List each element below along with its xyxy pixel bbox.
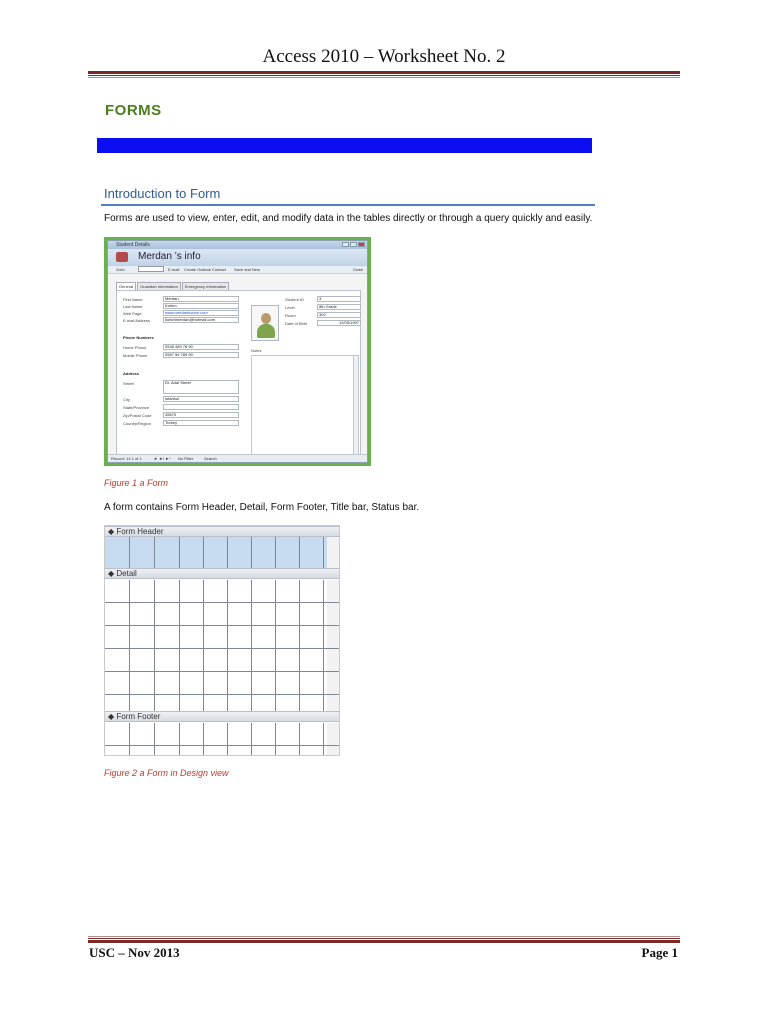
address-heading: Address xyxy=(123,371,140,376)
grid-hline xyxy=(105,602,340,603)
search-box: Search xyxy=(204,456,217,461)
section-marker-icon: ◆ xyxy=(108,569,117,578)
intro-rule xyxy=(101,204,595,206)
form-header-label: Form Header xyxy=(116,527,164,536)
form-header-grid xyxy=(105,537,340,569)
field-label: State/Province xyxy=(123,405,150,410)
grid-margin xyxy=(327,580,340,711)
figure-2-design-view xyxy=(104,525,340,756)
grid-vline xyxy=(129,723,130,756)
tab-guardian: Guardian Information xyxy=(137,282,181,290)
figure-1-caption: Figure 1 a Form xyxy=(104,478,169,488)
field-label: Street xyxy=(123,381,134,386)
grid-vline xyxy=(299,723,300,756)
toolbar-save-new: Save and New xyxy=(234,267,261,272)
grid-hline xyxy=(105,671,340,672)
field-label: Country/Region xyxy=(123,421,151,426)
notes-label: Notes xyxy=(251,348,262,353)
field-label: City xyxy=(123,397,130,402)
field-value: Merdan xyxy=(163,296,239,302)
grid-vline xyxy=(227,537,228,568)
grid-hline xyxy=(105,648,340,649)
record-position: Record: 14 1 of 1 xyxy=(111,456,142,461)
student-photo xyxy=(251,305,279,341)
grid-vline xyxy=(227,580,228,711)
tab-emergency: Emergency Information xyxy=(182,282,229,290)
field-label: First Name xyxy=(123,297,143,302)
notes-scrollbar xyxy=(353,356,358,454)
intro-heading: Introduction to Form xyxy=(104,186,221,201)
field-value: Dr. Adal Street xyxy=(163,380,239,394)
grid-vline xyxy=(154,537,155,568)
field-label: E-mail Address xyxy=(123,318,150,323)
window-controls xyxy=(342,242,365,247)
figure-2-caption: Figure 2 a Form in Design view xyxy=(104,768,229,778)
grid-vline xyxy=(179,580,180,711)
page-header-title: Access 2010 – Worksheet No. 2 xyxy=(262,46,506,67)
form-logo-icon xyxy=(116,252,128,262)
field-label: Mobile Phone xyxy=(123,353,148,358)
grid-vline xyxy=(227,723,228,756)
grid-margin xyxy=(327,723,340,756)
grid-vline xyxy=(179,537,180,568)
field-value: 8th Grade xyxy=(317,304,361,310)
field-value: Korkm xyxy=(163,303,239,309)
maximize-icon xyxy=(350,242,357,247)
form-footer-label: Form Footer xyxy=(116,712,161,721)
field-label: Last Name xyxy=(123,304,143,309)
form-banner xyxy=(108,249,367,265)
field-label: Level xyxy=(285,305,295,310)
phone-heading: Phone Numbers xyxy=(123,335,154,340)
grid-vline xyxy=(323,580,324,711)
form-window xyxy=(107,240,368,463)
grid-vline xyxy=(275,537,276,568)
field-label: Room xyxy=(285,313,296,318)
grid-vline xyxy=(154,723,155,756)
notes-field xyxy=(251,355,359,455)
figure-1-form-screenshot xyxy=(104,237,371,466)
footer-page-number: Page 1 xyxy=(641,945,678,960)
intro-paragraph: Forms are used to view, enter, edit, and modify data in the tables directly or through a query quickly and easily. xyxy=(104,213,593,224)
field-value: 12/05/1997 xyxy=(317,320,361,326)
form-tabs xyxy=(116,282,230,290)
field-value: 302 xyxy=(317,312,361,318)
field-value: korkmmerdan@hotmail.com xyxy=(163,317,239,323)
footer-left: USC – Nov 2013 xyxy=(89,945,180,960)
record-nav-buttons: ► ►I ►* xyxy=(154,456,171,461)
section-marker-icon: ◆ xyxy=(108,527,117,536)
grid-vline xyxy=(154,580,155,711)
form-footer-bar xyxy=(105,711,340,722)
section-title: FORMS xyxy=(105,102,162,119)
toolbar-goto: Goto xyxy=(116,267,125,272)
field-value: Turkey xyxy=(163,420,239,426)
grid-vline xyxy=(275,723,276,756)
field-value: 45670 xyxy=(163,412,239,418)
grid-vline xyxy=(275,580,276,711)
form-toolbar xyxy=(108,265,367,274)
grid-vline xyxy=(323,723,324,756)
section-marker-icon: ◆ xyxy=(108,712,117,721)
avatar-head xyxy=(261,313,271,324)
grid-vline xyxy=(129,537,130,568)
detail-label: Detail xyxy=(116,569,137,578)
tab-general: General xyxy=(116,282,136,290)
field-label: Student ID xyxy=(285,297,304,302)
field-value: 0567 56 789 90 xyxy=(163,352,239,358)
field-label: Zip/Postal Code xyxy=(123,413,152,418)
banner-title: Merdan ’s info xyxy=(138,251,201,262)
detail-bar xyxy=(105,568,340,579)
grid-vline xyxy=(323,537,324,568)
field-value xyxy=(163,404,239,410)
section-blue-bar xyxy=(97,138,592,153)
close-icon xyxy=(358,242,365,247)
grid-vline xyxy=(251,580,252,711)
paragraph-form-parts: A form contains Form Header, Detail, Form Footer, Title bar, Status bar. xyxy=(104,502,420,513)
avatar-body xyxy=(257,324,275,338)
window-title-bar xyxy=(108,241,367,249)
field-value: 3 xyxy=(317,296,361,302)
field-label: Date of Birth xyxy=(285,321,308,326)
field-value: 0548 489 78 90 xyxy=(163,344,239,350)
field-value: www.merdankorkm.com xyxy=(163,310,239,316)
grid-hline xyxy=(105,625,340,626)
grid-vline xyxy=(203,723,204,756)
minimize-icon xyxy=(342,242,349,247)
grid-vline xyxy=(129,580,130,711)
header-rule xyxy=(88,71,680,78)
grid-hline xyxy=(105,745,340,746)
grid-vline xyxy=(203,537,204,568)
grid-vline xyxy=(299,537,300,568)
toolbar-email: E-mail xyxy=(168,267,180,272)
toolbar-close: Close xyxy=(352,267,363,272)
form-header-bar xyxy=(105,526,340,537)
grid-vline xyxy=(251,537,252,568)
field-value: Istanbul xyxy=(163,396,239,402)
grid-margin xyxy=(327,537,340,568)
goto-dropdown xyxy=(138,266,164,272)
grid-vline xyxy=(299,580,300,711)
form-panel xyxy=(116,290,361,458)
grid-vline xyxy=(251,723,252,756)
footer-rule xyxy=(88,936,680,943)
field-label: Web Page xyxy=(123,311,142,316)
grid-hline xyxy=(105,694,340,695)
toolbar-create-contact: Create Outlook Contact xyxy=(184,267,226,272)
record-navigator xyxy=(108,454,367,462)
field-label: Home Phone xyxy=(123,345,147,350)
filter-indicator: No Filter xyxy=(178,456,194,461)
grid-vline xyxy=(203,580,204,711)
grid-vline xyxy=(179,723,180,756)
window-title: Student Details xyxy=(116,242,150,248)
